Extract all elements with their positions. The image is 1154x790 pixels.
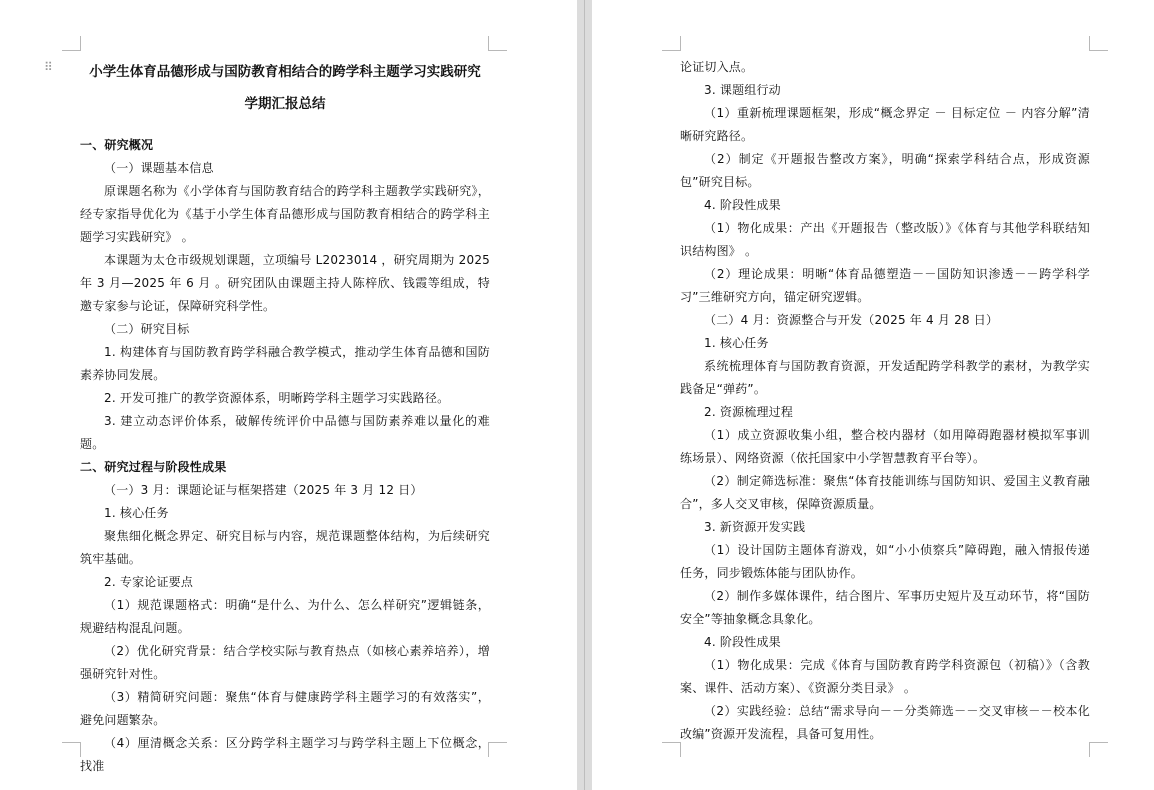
paragraph: （1）重新梳理课题框架，形成“概念界定 － 目标定位 － 内容分解”清晰研究路径。 [680,106,1090,143]
paragraph: 聚焦细化概念界定、研究目标与内容，规范课题整体结构，为后续研究筑牢基础。 [80,529,490,566]
paragraph: 1. 构建体育与国防教育跨学科融合教学模式，推动学生体育品德和国防素养协同发展。 [80,345,490,382]
margin-corner-marker [1089,36,1108,51]
paragraph: 3. 新资源开发实践 [704,520,806,534]
paragraph: （2）制定筛选标准：聚焦“体育技能训练与国防知识、爱国主义教育融合”，多人交叉审核，保障资源质量。 [680,474,1090,511]
paragraph: （2）制定《开题报告整改方案》，明确“探索学科结合点，形成资源包”研究目标。 [680,152,1090,189]
paragraph: （1）设计国防主题体育游戏，如“小小侦察兵”障碍跑，融入情报传递任务，同步锻炼体能与团队协作。 [680,543,1090,580]
paragraph: 4. 阶段性成果 [704,635,781,649]
paragraph: 2. 资源梳理过程 [704,405,794,419]
paragraph: 原课题名称为《小学体育与国防教育结合的跨学科主题教学实践研究》，经专家指导优化为《基于小学生体育品德形成与国防教育相结合的跨学科主题学习实践研究》 。 [80,184,490,244]
drag-handle-icon[interactable]: ⠿ [44,60,53,74]
paragraph: 1. 核心任务 [704,336,769,350]
section-heading: 二、研究过程与阶段性成果 [80,460,227,474]
paragraph-list-right [680,56,1090,746]
paragraph: （2）优化研究背景：结合学校实际与教育热点（如核心素养培养），增强研究针对性。 [80,644,490,681]
paragraph: （2）制作多媒体课件，结合图片、军事历史短片及互动环节，将“国防安全”等抽象概念具象化。 [680,589,1090,626]
paragraph: （3）精简研究问题：聚焦“体育与健康跨学科主题学习的有效落实”，避免问题繁杂。 [80,690,490,727]
margin-corner-marker [62,742,81,757]
paragraph: 2. 专家论证要点 [104,575,194,589]
paragraph: （1）成立资源收集小组，整合校内器材（如用障碍跑器材模拟军事训练场景）、网络资源（依托国家中小学智慧教育平台等）。 [680,428,1090,465]
paragraph: （二）研究目标 [104,322,190,336]
paragraph: 2. 开发可推广的教学资源体系，明晰跨学科主题学习实践路径。 [104,391,450,405]
paragraph: （一）课题基本信息 [104,161,214,175]
margin-corner-marker [488,742,507,757]
paragraph: 系统梳理体育与国防教育资源，开发适配跨学科教学的素材，为教学实践备足“弹药”。 [680,359,1090,396]
paragraph: 3. 建立动态评价体系，破解传统评价中品德与国防素养难以量化的难题。 [80,414,490,451]
paragraph: 本课题为太仓市级规划课题，立项编号 L2023014 ，研究周期为 2025 年 3 月—2025 年 6 月 。研究团队由课题主持人陈梓欣、钱霞等组成，特邀专家参与论证，保障研究科学性。 [80,253,490,313]
margin-corner-marker [62,36,81,51]
document-page-right [592,0,1154,790]
page-content-left[interactable] [80,56,490,778]
margin-corner-marker [1089,742,1108,757]
paragraph: （2）理论成果：明晰“体育品德塑造－－国防知识渗透－－跨学科学习”三维研究方向，锚定研究逻辑。 [680,267,1090,304]
page-gutter [577,0,592,790]
paragraph: 3. 课题组行动 [704,83,781,97]
page-content-right[interactable] [680,56,1090,746]
paragraph: （2）实践经验：总结“需求导向－－分类筛选－－交叉审核－－校本化改编”资源开发流程，具备可复用性。 [680,704,1090,741]
margin-corner-marker [662,742,681,757]
document-subtitle: 学期汇报总结 [244,96,326,112]
paragraph: 1. 核心任务 [104,506,169,520]
paragraph: （1）物化成果：完成《体育与国防教育跨学科资源包（初稿）》（含教案、课件、活动方案）、《资源分类目录》 。 [680,658,1090,695]
paragraph: （1）物化成果：产出《开题报告（整改版）》《体育与其他学科联结知识结构图》 。 [680,221,1090,258]
margin-corner-marker [488,36,507,51]
paragraph: （4）厘清概念关系：区分跨学科主题学习与跨学科主题上下位概念，找准 [80,736,490,773]
paragraph: （一）3 月：课题论证与框架搭建（2025 年 3 月 12 日） [104,483,423,497]
paragraph: （二）4 月：资源整合与开发（2025 年 4 月 28 日） [704,313,999,327]
section-heading: 一、研究概况 [80,138,154,152]
paragraph: （1）规范课题格式：明确“是什么、为什么、怎么样研究”逻辑链条，规避结构混乱问题。 [80,598,490,635]
margin-corner-marker [662,36,681,51]
document-title: 小学生体育品德形成与国防教育相结合的跨学科主题学习实践研究 [89,64,481,80]
paragraph-list-left [80,134,490,778]
paragraph: 论证切入点。 [680,60,754,74]
paragraph: 4. 阶段性成果 [704,198,781,212]
